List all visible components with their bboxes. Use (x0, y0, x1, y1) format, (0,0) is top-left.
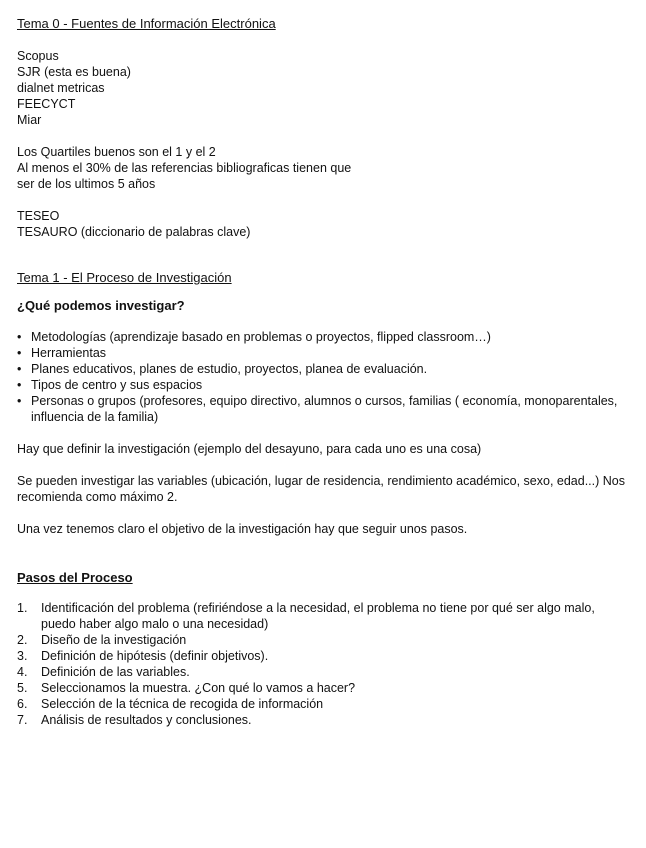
quartiles-note: Los Quartiles buenos son el 1 y el 2 (17, 145, 216, 159)
list-item (17, 345, 629, 361)
list-item (17, 361, 629, 377)
list-item (17, 664, 629, 680)
step-text: Seleccionamos la muestra. ¿Con qué lo vamos a hacer? (41, 681, 356, 695)
bullet-icon: • (17, 362, 22, 376)
step-number: 1. (17, 601, 28, 615)
list-item (17, 377, 629, 393)
process-steps-list (17, 600, 629, 728)
sources-list (17, 48, 629, 128)
bullet-icon: • (17, 378, 22, 392)
source-item: Scopus (17, 49, 59, 63)
list-item (17, 600, 629, 632)
list-item (17, 696, 629, 712)
source-item: FEECYCT (17, 97, 76, 111)
tema-0-heading: Tema 0 - Fuentes de Información Electrónica (17, 16, 276, 31)
step-text: Selección de la técnica de recogida de información (41, 697, 324, 711)
step-number: 6. (17, 697, 28, 711)
list-item-text: Herramientas (31, 346, 107, 360)
source-item: Miar (17, 113, 42, 127)
list-item (17, 632, 629, 648)
list-item-text: Metodologías (aprendizaje basado en problemas o proyectos, flipped classroom…) (31, 330, 491, 344)
step-text: Definición de las variables. (41, 665, 190, 679)
research-topics-list (17, 329, 629, 425)
source-item: dialnet metricas (17, 81, 105, 95)
teseo-line: TESEO (17, 209, 60, 223)
step-number: 3. (17, 649, 28, 663)
list-item (17, 393, 629, 425)
list-item-text: Personas o grupos (profesores, equipo directivo, alumnos o cursos, familias ( economía, monoparentales, influencia de la familia) (31, 394, 618, 424)
bullet-icon: • (17, 330, 22, 344)
list-item (17, 712, 629, 728)
step-number: 5. (17, 681, 28, 695)
step-text: Identificación del problema (refiriéndose a la necesidad, el problema no tiene por qué ser algo malo, puedo haber algo malo o una necesidad) (41, 601, 595, 631)
list-item-text: Planes educativos, planes de estudio, proyectos, planea de evaluación. (31, 362, 428, 376)
step-text: Análisis de resultados y conclusiones. (41, 713, 252, 727)
references-note-line-2: ser de los ultimos 5 años (17, 177, 156, 191)
step-text: Definición de hipótesis (definir objetivos). (41, 649, 269, 663)
define-research-paragraph: Hay que definir la investigación (ejemplo del desayuno, para cada uno es una cosa) (17, 442, 482, 456)
question-heading: ¿Qué podemos investigar? (17, 298, 185, 313)
references-note-line-1: Al menos el 30% de las referencias bibliograficas tienen que (17, 161, 352, 175)
source-item: SJR (esta es buena) (17, 65, 131, 79)
step-number: 2. (17, 633, 28, 647)
list-item (17, 329, 629, 345)
list-item (17, 648, 629, 664)
list-item-text: Tipos de centro y sus espacios (31, 378, 203, 392)
step-number: 4. (17, 665, 28, 679)
steps-heading: Pasos del Proceso (17, 570, 133, 585)
document-page (17, 16, 629, 728)
objective-paragraph: Una vez tenemos claro el objetivo de la investigación hay que seguir unos pasos. (17, 522, 468, 536)
variables-paragraph: Se pueden investigar las variables (ubicación, lugar de residencia, rendimiento académico, sexo, edad...) Nos recomienda como máximo 2. (17, 474, 625, 504)
step-text: Diseño de la investigación (41, 633, 187, 647)
bullet-icon: • (17, 394, 22, 408)
list-item (17, 680, 629, 696)
step-number: 7. (17, 713, 28, 727)
tema-1-heading: Tema 1 - El Proceso de Investigación (17, 270, 232, 285)
tesauro-line: TESAURO (diccionario de palabras clave) (17, 225, 251, 239)
bullet-icon: • (17, 346, 22, 360)
